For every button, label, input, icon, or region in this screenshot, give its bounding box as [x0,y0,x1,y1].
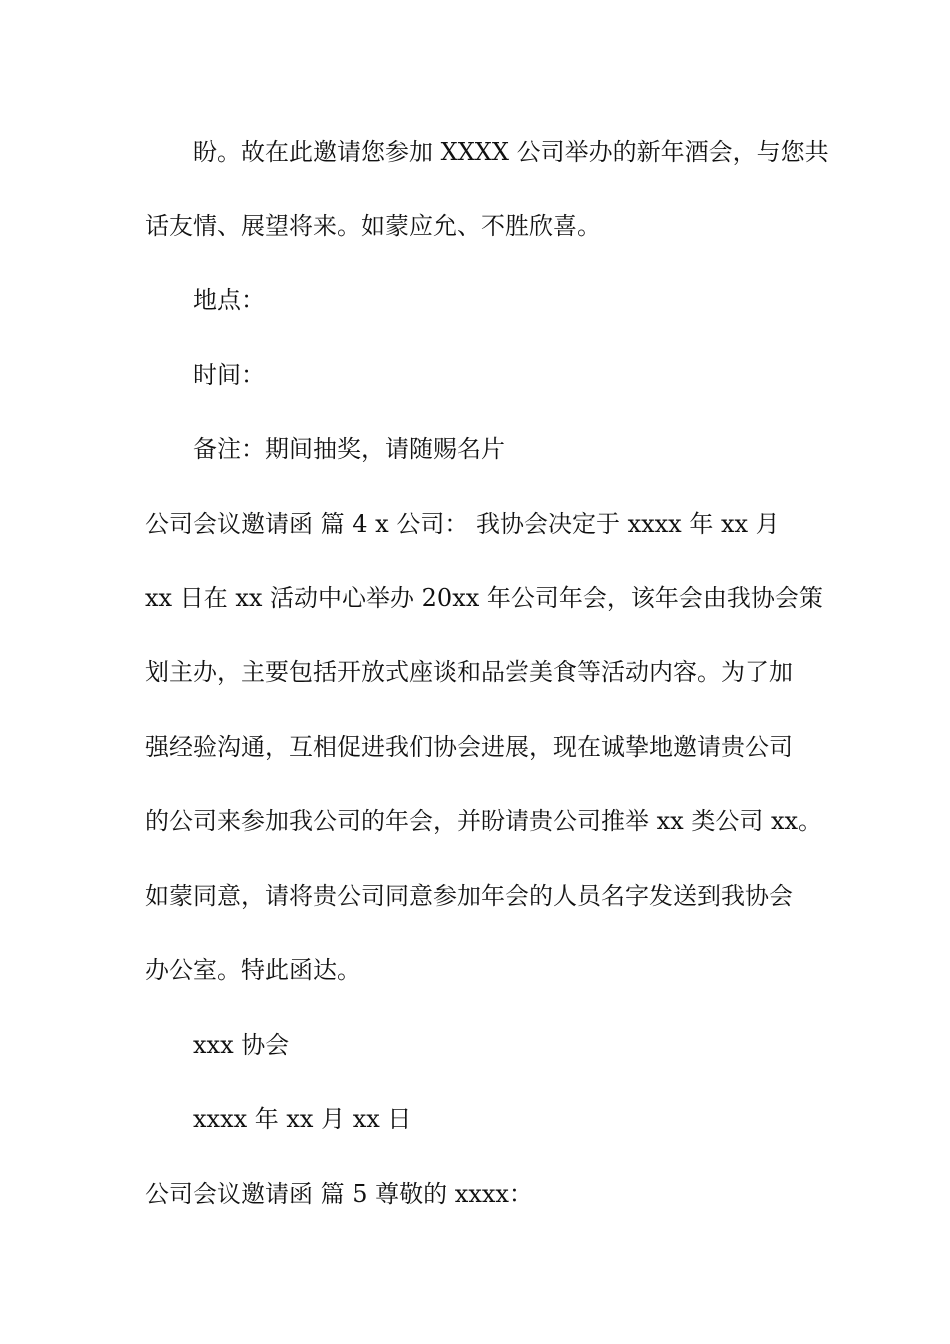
remark-line: 备注：期间抽奖，请随赐名片 [193,435,505,463]
signature-association: xxx 协会 [193,1031,290,1059]
time-label: 时间： [193,361,265,389]
paragraph-line: 如蒙同意，请将贵公司同意参加年会的人员名字发送到我协会 [145,882,793,910]
location-label: 地点： [193,286,265,314]
paragraph-line: 话友情、展望将来。如蒙应允、不胜欣喜。 [145,212,601,240]
signature-date: xxxx 年 xx 月 xx 日 [193,1105,412,1133]
paragraph-line: 划主办，主要包括开放式座谈和品尝美食等活动内容。为了加 [145,658,793,686]
section-heading-5: 公司会议邀请函 篇 5 尊敬的 xxxx： [145,1180,533,1208]
section-heading-4: 公司会议邀请函 篇 4 x 公司： 我协会决定于 xxxx 年 xx 月 [145,510,780,538]
paragraph-line: 强经验沟通，互相促进我们协会进展，现在诚挚地邀请贵公司 [145,733,793,761]
paragraph-line: 的公司来参加我公司的年会，并盼请贵公司推举 xx 类公司 xx。 [145,807,823,835]
paragraph-line: 盼。故在此邀请您参加 XXXX 公司举办的新年酒会，与您共 [193,138,829,166]
paragraph-line: xx 日在 xx 活动中心举办 20xx 年公司年会，该年会由我协会策 [145,584,823,612]
paragraph-line: 办公室。特此函达。 [145,956,361,984]
